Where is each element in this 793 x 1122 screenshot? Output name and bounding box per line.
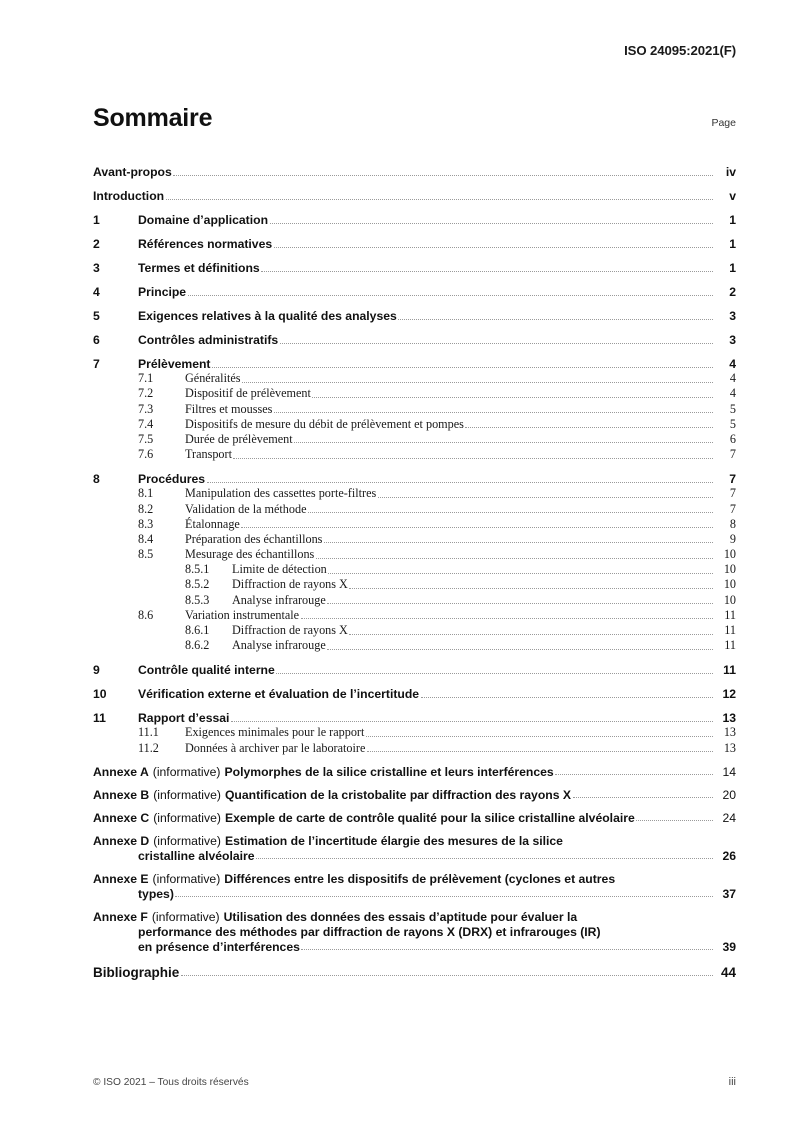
annex-label: Annexe B bbox=[93, 787, 150, 802]
toc-entry-title: Données à archiver par le laboratoire bbox=[185, 740, 366, 755]
toc-entry-number: 3 bbox=[93, 261, 100, 275]
toc-entry-page-number: 37 bbox=[722, 886, 736, 901]
toc-entry-page-number: 5 bbox=[729, 401, 736, 416]
toc-entry-page-number: 44 bbox=[720, 964, 736, 980]
toc-entry-page-number: 10 bbox=[723, 592, 736, 607]
toc-entry-introduction[interactable] bbox=[93, 179, 736, 203]
toc-dot-leader bbox=[327, 603, 713, 604]
toc-entry-page-number: iv bbox=[725, 165, 736, 179]
annex-title-line-3 bbox=[93, 940, 736, 954]
toc-entry-clause-11[interactable] bbox=[93, 701, 736, 725]
toc-entry-page-number: 10 bbox=[723, 577, 736, 592]
toc-dot-leader bbox=[301, 618, 713, 619]
toc-entry-page-number: 14 bbox=[722, 764, 736, 779]
toc-entry-number: 11.1 bbox=[138, 725, 159, 740]
page-title: Sommaire bbox=[93, 104, 213, 132]
annex-title-line-2 bbox=[93, 887, 736, 901]
toc-entry-page-number: 12 bbox=[722, 687, 736, 702]
toc-entry-number: 7.3 bbox=[138, 401, 154, 416]
toc-dot-leader bbox=[316, 558, 713, 559]
annex-title-line-1: Exemple de carte de contrôle qualité pour la silice cristalline alvéolaire bbox=[224, 810, 635, 825]
toc-entry-number: 2 bbox=[93, 237, 100, 251]
toc-entry-number: 7.2 bbox=[138, 386, 154, 401]
toc-entry-title: Analyse infrarouge bbox=[232, 638, 326, 653]
toc-entry-title: Limite de détection bbox=[232, 562, 327, 577]
toc-entry-clause-4[interactable] bbox=[93, 275, 736, 299]
page-column-header: Page bbox=[711, 117, 736, 129]
annex-kind: (informative) bbox=[152, 871, 221, 886]
annex-kind: (informative) bbox=[152, 764, 221, 779]
toc-entry-clause-7-3[interactable] bbox=[93, 401, 736, 416]
toc-entry-title: Manipulation des cassettes porte-filtres bbox=[185, 486, 377, 501]
annex-title-line-1: Polymorphes de la silice cristalline et leurs interférences bbox=[224, 764, 554, 779]
toc-entry-page-number: 39 bbox=[722, 939, 736, 954]
toc-entry-title: Exigences relatives à la qualité des analyses bbox=[138, 309, 397, 323]
annex-label: Annexe D bbox=[93, 833, 150, 848]
toc-entry-page-number: 26 bbox=[722, 848, 736, 863]
toc-dot-leader bbox=[166, 199, 713, 200]
toc-entry-clause-7-5[interactable] bbox=[93, 432, 736, 447]
annex-title-line-2 bbox=[93, 849, 736, 863]
toc-entry-clause-6[interactable] bbox=[93, 323, 736, 347]
toc-dot-leader bbox=[261, 271, 713, 272]
toc-entry-number: 7.5 bbox=[138, 431, 154, 446]
toc-dot-leader bbox=[308, 512, 713, 513]
toc-entry-page-number: 11 bbox=[724, 607, 736, 622]
annex-first-line bbox=[93, 910, 736, 924]
toc-entry-clause-10[interactable] bbox=[93, 677, 736, 701]
toc-dot-leader bbox=[328, 573, 713, 574]
annex-title-line-1: Estimation de l’incertitude élargie des mesures de la silice bbox=[224, 833, 563, 848]
toc-entry-title: Dispositifs de mesure du débit de prélèvement et pompes bbox=[185, 416, 464, 431]
toc-dot-leader bbox=[207, 482, 713, 483]
toc-entry-page-number: 5 bbox=[729, 416, 736, 431]
toc-dot-leader bbox=[173, 175, 713, 176]
toc-entry-page-number: 4 bbox=[729, 357, 736, 371]
toc-entry-title: Exigences minimales pour le rapport bbox=[185, 725, 365, 740]
toc-entry-title: Rapport d’essai bbox=[138, 711, 230, 726]
toc-entry-number: 11 bbox=[93, 711, 106, 726]
toc-entry-number: 8.3 bbox=[138, 516, 154, 531]
toc-entry-title: Bibliographie bbox=[93, 964, 180, 980]
toc-entry-page-number: 9 bbox=[729, 531, 736, 546]
toc-entry-clause-7-2[interactable] bbox=[93, 386, 736, 401]
toc-entry-title: Généralités bbox=[185, 371, 241, 386]
annex-first-line bbox=[93, 811, 736, 825]
toc-entry-number: 8.5.3 bbox=[185, 592, 210, 607]
toc-dot-leader bbox=[256, 858, 713, 859]
toc-entry-page-number: 7 bbox=[729, 486, 736, 501]
toc-entry-title: Analyse infrarouge bbox=[232, 592, 326, 607]
toc-entry-annex-a[interactable] bbox=[93, 765, 736, 779]
toc-entry-page-number: 24 bbox=[722, 810, 736, 825]
toc-entry-clause-8-2[interactable] bbox=[93, 501, 736, 516]
annex-title-continuation: cristalline alvéolaire bbox=[138, 848, 255, 863]
toc-entry-title: Prélèvement bbox=[138, 357, 211, 371]
toc-entry-title: Introduction bbox=[93, 189, 165, 203]
running-header-standard-ref: ISO 24095:2021(F) bbox=[624, 43, 736, 58]
toc-entry-title: Transport bbox=[185, 447, 232, 462]
annex-label: Annexe A bbox=[93, 764, 149, 779]
toc-entry-number: 7.4 bbox=[138, 416, 154, 431]
toc-dot-leader bbox=[175, 896, 713, 897]
toc-dot-leader bbox=[421, 697, 713, 698]
toc-entry-clause-11-1[interactable] bbox=[93, 725, 736, 740]
toc-entry-clause-8-3[interactable] bbox=[93, 517, 736, 532]
toc-entry-page-number: 7 bbox=[729, 501, 736, 516]
toc-entry-number: 7 bbox=[93, 357, 100, 371]
toc-entry-bibliography[interactable] bbox=[93, 965, 736, 980]
toc-entry-title: Termes et définitions bbox=[138, 261, 260, 275]
annex-title-continuation: performance des méthodes par diffraction de rayons X (DRX) et infrarouges (IR) bbox=[138, 924, 601, 939]
toc-entry-clause-8-6-1[interactable] bbox=[93, 623, 736, 638]
toc-entry-clause-7-4[interactable] bbox=[93, 417, 736, 432]
toc-entry-clause-11-2[interactable] bbox=[93, 740, 736, 755]
toc-entry-page-number: 4 bbox=[729, 371, 736, 386]
annex-kind: (informative) bbox=[151, 909, 220, 924]
toc-dot-leader bbox=[274, 247, 713, 248]
toc-entry-page-number: 11 bbox=[724, 623, 736, 637]
toc-dot-leader bbox=[301, 949, 713, 950]
toc-entry-title: Étalonnage bbox=[185, 516, 240, 531]
toc-entry-page-number: 7 bbox=[729, 447, 736, 462]
toc-dot-leader bbox=[270, 223, 713, 224]
toc-entry-number: 1 bbox=[93, 213, 100, 227]
toc-entry-clause-8-5-2[interactable] bbox=[93, 577, 736, 592]
annex-kind: (informative) bbox=[153, 810, 221, 825]
toc-entry-number: 11.2 bbox=[138, 740, 159, 755]
toc-entry-title: Dispositif de prélèvement bbox=[185, 386, 311, 401]
toc-entry-number: 8.5.1 bbox=[185, 562, 210, 577]
toc-entry-clause-7-1[interactable] bbox=[93, 371, 736, 386]
toc-entry-clause-7[interactable] bbox=[93, 347, 736, 371]
toc-entry-title: Vérification externe et évaluation de l’incertitude bbox=[138, 687, 420, 702]
toc-dot-leader bbox=[274, 412, 713, 413]
toc-entry-page-number: 20 bbox=[722, 787, 736, 802]
table-of-contents bbox=[93, 155, 736, 980]
contents-title-row bbox=[93, 106, 736, 131]
toc-entry-number: 8.6 bbox=[138, 607, 154, 622]
annex-title-line-2 bbox=[93, 925, 736, 939]
toc-entry-page-number: 8 bbox=[729, 516, 736, 531]
toc-entry-title: Diffraction de rayons X bbox=[232, 623, 348, 637]
page-footer bbox=[93, 1076, 736, 1088]
toc-entry-clause-8-6[interactable] bbox=[93, 608, 736, 623]
toc-entry-clause-7-6[interactable] bbox=[93, 447, 736, 462]
annex-first-line bbox=[93, 765, 736, 779]
toc-entry-page-number: 7 bbox=[729, 472, 736, 487]
toc-entry-annex-b[interactable] bbox=[93, 788, 736, 802]
toc-entry-title: Variation instrumentale bbox=[185, 607, 300, 622]
toc-entry-annex-f[interactable] bbox=[93, 910, 736, 954]
annex-label: Annexe F bbox=[93, 909, 148, 924]
toc-entry-clause-9[interactable] bbox=[93, 653, 736, 677]
annex-first-line bbox=[93, 788, 736, 802]
toc-entry-page-number: 11 bbox=[724, 638, 736, 653]
toc-entry-title: Validation de la méthode bbox=[185, 501, 307, 516]
toc-dot-leader bbox=[242, 382, 713, 383]
toc-dot-leader bbox=[465, 427, 713, 428]
toc-entry-avant-propos[interactable] bbox=[93, 155, 736, 179]
toc-dot-leader bbox=[378, 497, 713, 498]
toc-entry-page-number: 1 bbox=[729, 213, 736, 227]
toc-entry-number: 5 bbox=[93, 309, 100, 323]
toc-entry-number: 9 bbox=[93, 663, 100, 678]
toc-entry-page-number: 1 bbox=[729, 237, 736, 251]
toc-entry-page-number: 11 bbox=[723, 663, 736, 678]
footer-copyright: © ISO 2021 – Tous droits réservés bbox=[93, 1077, 249, 1088]
toc-entry-title: Domaine d’application bbox=[138, 213, 269, 227]
toc-dot-leader bbox=[280, 343, 713, 344]
toc-entry-clause-8-5-3[interactable] bbox=[93, 592, 736, 607]
annex-first-line bbox=[93, 872, 736, 886]
toc-entry-number: 7.1 bbox=[138, 371, 154, 386]
toc-entry-number: 8.5 bbox=[138, 547, 154, 562]
toc-entry-number: 8.6.1 bbox=[185, 623, 210, 637]
toc-entry-title: Durée de prélèvement bbox=[185, 431, 293, 446]
toc-entry-page-number: 3 bbox=[729, 333, 736, 347]
toc-entry-clause-5[interactable] bbox=[93, 299, 736, 323]
toc-entry-number: 8.2 bbox=[138, 501, 154, 516]
annex-title-continuation: en présence d’interférences bbox=[138, 939, 300, 954]
toc-entry-clause-3[interactable] bbox=[93, 251, 736, 275]
toc-dot-leader bbox=[367, 751, 713, 752]
toc-dot-leader bbox=[573, 797, 713, 798]
toc-dot-leader bbox=[276, 673, 713, 674]
toc-entry-number: 10 bbox=[93, 687, 107, 702]
toc-entry-title: Diffraction de rayons X bbox=[232, 577, 348, 592]
toc-entry-page-number: 10 bbox=[723, 547, 736, 562]
toc-entry-title: Mesurage des échantillons bbox=[185, 547, 315, 562]
toc-dot-leader bbox=[324, 542, 713, 543]
toc-entry-page-number: 13 bbox=[723, 740, 736, 755]
toc-dot-leader bbox=[294, 442, 713, 443]
toc-entry-title: Préparation des échantillons bbox=[185, 531, 323, 546]
annex-kind: (informative) bbox=[153, 833, 221, 848]
annex-title-continuation: types) bbox=[138, 886, 174, 901]
toc-entry-number: 6 bbox=[93, 333, 100, 347]
toc-dot-leader bbox=[636, 820, 713, 821]
toc-entry-page-number: 10 bbox=[723, 562, 736, 577]
annex-title-line-1: Quantification de la cristobalite par diffraction des rayons X bbox=[224, 787, 572, 802]
toc-dot-leader bbox=[233, 458, 713, 459]
toc-entry-clause-8-1[interactable] bbox=[93, 486, 736, 501]
toc-entry-number: 7.6 bbox=[138, 447, 154, 462]
toc-dot-leader bbox=[212, 367, 713, 368]
toc-entry-title: Filtres et mousses bbox=[185, 401, 273, 416]
toc-dot-leader bbox=[366, 736, 713, 737]
toc-entry-clause-2[interactable] bbox=[93, 227, 736, 251]
toc-entry-title: Contrôles administratifs bbox=[138, 333, 279, 347]
toc-entry-clause-8[interactable] bbox=[93, 462, 736, 486]
toc-dot-leader bbox=[188, 295, 713, 296]
toc-entry-title: Procédures bbox=[138, 472, 206, 487]
toc-entry-page-number: 2 bbox=[729, 285, 736, 299]
toc-dot-leader bbox=[555, 774, 713, 775]
toc-entry-number: 8.5.2 bbox=[185, 577, 210, 592]
toc-entry-title: Avant-propos bbox=[93, 165, 172, 179]
annex-label: Annexe C bbox=[93, 810, 150, 825]
toc-dot-leader bbox=[398, 319, 713, 320]
toc-entry-page-number: 3 bbox=[729, 309, 736, 323]
toc-entry-number: 8 bbox=[93, 472, 100, 487]
toc-entry-page-number: 6 bbox=[729, 431, 736, 446]
toc-dot-leader bbox=[327, 649, 713, 650]
toc-entry-page-number: 13 bbox=[723, 725, 736, 740]
toc-entry-page-number: 13 bbox=[722, 711, 736, 726]
toc-entry-page-number: 4 bbox=[729, 386, 736, 401]
annex-first-line bbox=[93, 834, 736, 848]
toc-dot-leader bbox=[181, 975, 713, 976]
annex-title-line-1: Utilisation des données des essais d’aptitude pour évaluer la bbox=[223, 909, 578, 924]
toc-entry-page-number: v bbox=[729, 189, 736, 203]
toc-entry-annex-c[interactable] bbox=[93, 811, 736, 825]
toc-entry-number: 8.6.2 bbox=[185, 638, 210, 653]
toc-entry-title: Références normatives bbox=[138, 237, 273, 251]
toc-dot-leader bbox=[231, 721, 713, 722]
toc-dot-leader bbox=[349, 588, 713, 589]
toc-entry-number: 8.4 bbox=[138, 531, 154, 546]
toc-entry-clause-8-5[interactable] bbox=[93, 547, 736, 562]
toc-entry-title: Contrôle qualité interne bbox=[138, 663, 275, 678]
toc-entry-annex-e[interactable] bbox=[93, 872, 736, 901]
toc-entry-clause-8-4[interactable] bbox=[93, 532, 736, 547]
toc-entry-page-number: 1 bbox=[729, 261, 736, 275]
annex-kind: (informative) bbox=[153, 787, 221, 802]
toc-entry-clause-8-5-1[interactable] bbox=[93, 562, 736, 577]
toc-entry-number: 8.1 bbox=[138, 486, 154, 501]
toc-dot-leader bbox=[349, 634, 713, 635]
annex-label: Annexe E bbox=[93, 871, 149, 886]
toc-entry-clause-8-6-2[interactable] bbox=[93, 638, 736, 653]
toc-entry-annex-d[interactable] bbox=[93, 834, 736, 863]
footer-page-number: iii bbox=[728, 1076, 736, 1088]
toc-dot-leader bbox=[241, 527, 713, 528]
toc-dot-leader bbox=[312, 397, 713, 398]
annex-title-line-1: Différences entre les dispositifs de prélèvement (cyclones et autres bbox=[224, 871, 616, 886]
toc-entry-clause-1[interactable] bbox=[93, 203, 736, 227]
toc-entry-title: Principe bbox=[138, 285, 187, 299]
toc-entry-number: 4 bbox=[93, 285, 100, 299]
